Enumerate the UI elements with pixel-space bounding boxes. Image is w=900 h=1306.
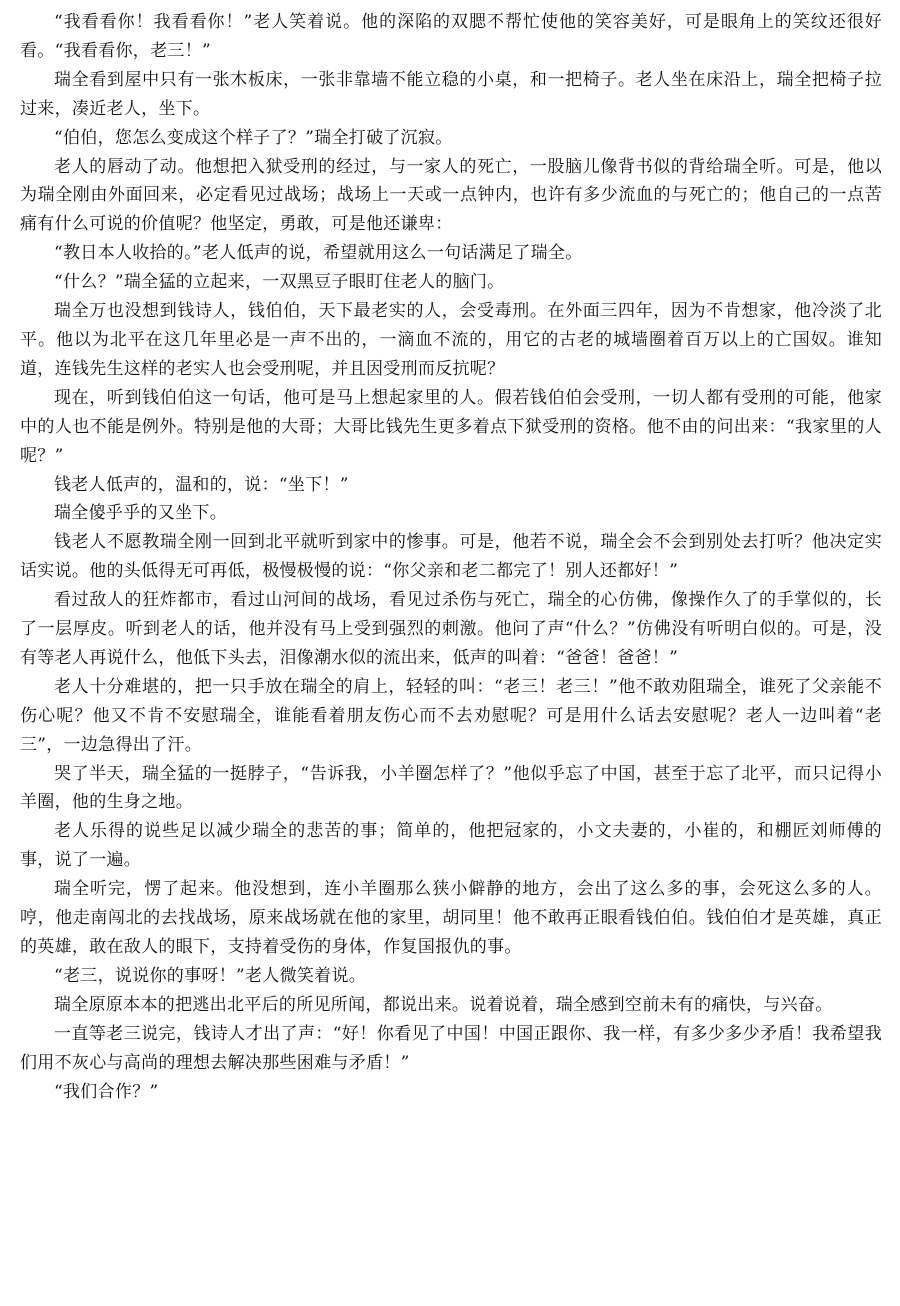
paragraph-4: 老人的唇动了动。他想把入狱受刑的经过，与一家人的死亡，一股脑儿像背书似的背给瑞全听。可是，他以为瑞全刚由外面回来，必定看见过战场；战场上一天或一点钟内，也许有多少流血的与死亡的；他自己的一点苦痛有什么可说的价值呢？他坚定，勇敢，可是他还谦卑： <box>20 156 882 235</box>
paragraph-7: 瑞全万也没想到钱诗人，钱伯伯，天下最老实的人，会受毒刑。在外面三四年，因为不肯想家，他冷淡了北平。他以为北平在这几年里必是一声不出的，一滴血不流的，用它的古老的城墙圈着百万以上的亡国奴。谁知道，连钱先生这样的老实人也会受刑呢，并且因受刑而反抗呢？ <box>20 301 882 379</box>
paragraph-3: “伯伯，您怎么变成这个样子了？”瑞全打破了沉寂。 <box>54 127 453 148</box>
paragraph-8: 现在，听到钱伯伯这一句话，他可是马上想起家里的人。假若钱伯伯会受刑，一切人都有受刑的可能，他家中的人也不能是例外。特别是他的大哥；大哥比钱先生更多着点下狱受刑的资格。他不由的问出来：“我家里的人呢？” <box>20 387 882 466</box>
paragraph-16: 瑞全听完，愣了起来。他没想到，连小羊圈那么狭小僻静的地方，会出了这么多的事，会死这么多的人。哼，他走南闯北的去找战场，原来战场就在他的家里，胡同里！他不敢再正眼看钱伯伯。钱伯伯才是英雄，真正的英雄，敢在敌人的眼下，支持着受伤的身体，作复国报仇的事。 <box>20 879 882 957</box>
paragraph-20: “我们合作？” <box>54 1081 159 1102</box>
paragraph-12: 看过敌人的狂炸都市，看过山河间的战场，看见过杀伤与死亡，瑞全的心仿佛，像操作久了的手掌似的，长了一层厚皮。听到老人的话，他并没有马上受到强烈的刺激。他问了声“什么？”仿佛没有听明白似的。可是，没有等老人再说什么，他低下头去，泪像潮水似的流出来，低声的叫着：“爸爸！爸爸！” <box>20 590 882 668</box>
paragraph-13: 老人十分难堪的，把一只手放在瑞全的肩上，轻轻的叫：“老三！老三！”他不敢劝阻瑞全，谁死了父亲能不伤心呢？他又不肯不安慰瑞全，谁能看着朋友伤心而不去劝慰呢？可是用什么话去安慰呢？老人一边叫着“老三”，一边急得出了汗。 <box>20 676 882 755</box>
paragraph-15: 老人乐得的说些足以减少瑞全的悲苦的事；简单的，他把冠家的，小文夫妻的，小崔的，和棚匠刘师傅的事，说了一遍。 <box>20 821 882 871</box>
paragraph-9: 钱老人低声的，温和的，说：“坐下！” <box>54 474 349 495</box>
paragraph-1: “我看看你！我看看你！”老人笑着说。他的深陷的双腮不帮忙使他的笑容美好，可是眼角上的笑纹还很好看。“我看看你，老三！” <box>20 12 882 61</box>
paragraph-18: 瑞全原原本本的把逃出北平后的所见所闻，都说出来。说着说着，瑞全感到空前未有的痛快，与兴奋。 <box>54 994 833 1015</box>
paragraph-17: “老三，说说你的事呀！”老人微笑着说。 <box>54 965 367 986</box>
paragraph-2: 瑞全看到屋中只有一张木板床，一张非靠墙不能立稳的小桌，和一把椅子。老人坐在床沿上，瑞全把椅子拉过来，凑近老人，坐下。 <box>20 69 882 119</box>
paragraph-5: “教日本人收拾的。”老人低声的说，希望就用这么一句话满足了瑞全。 <box>54 243 583 264</box>
paragraph-11: 钱老人不愿教瑞全刚一回到北平就听到家中的惨事。可是，他若不说，瑞全会不会到别处去打听？他决定实话实说。他的头低得无可再低，极慢极慢的说：“你父亲和老二都完了！别人还都好！” <box>20 532 882 582</box>
paragraph-6: “什么？”瑞全猛的立起来，一双黑豆子眼盯住老人的脑门。 <box>54 272 505 293</box>
paragraph-19: 一直等老三说完，钱诗人才出了声：“好！你看见了中国！中国正跟你、我一样，有多少多少矛盾！我希望我们用不灰心与高尚的理想去解决那些困难与矛盾！” <box>20 1023 882 1073</box>
paragraph-10: 瑞全傻乎乎的又坐下。 <box>54 503 227 524</box>
paragraph-14: 哭了半天，瑞全猛的一挺脖子，“告诉我，小羊圈怎样了？”他似乎忘了中国，甚至于忘了北平，而只记得小羊圈，他的生身之地。 <box>20 763 882 813</box>
